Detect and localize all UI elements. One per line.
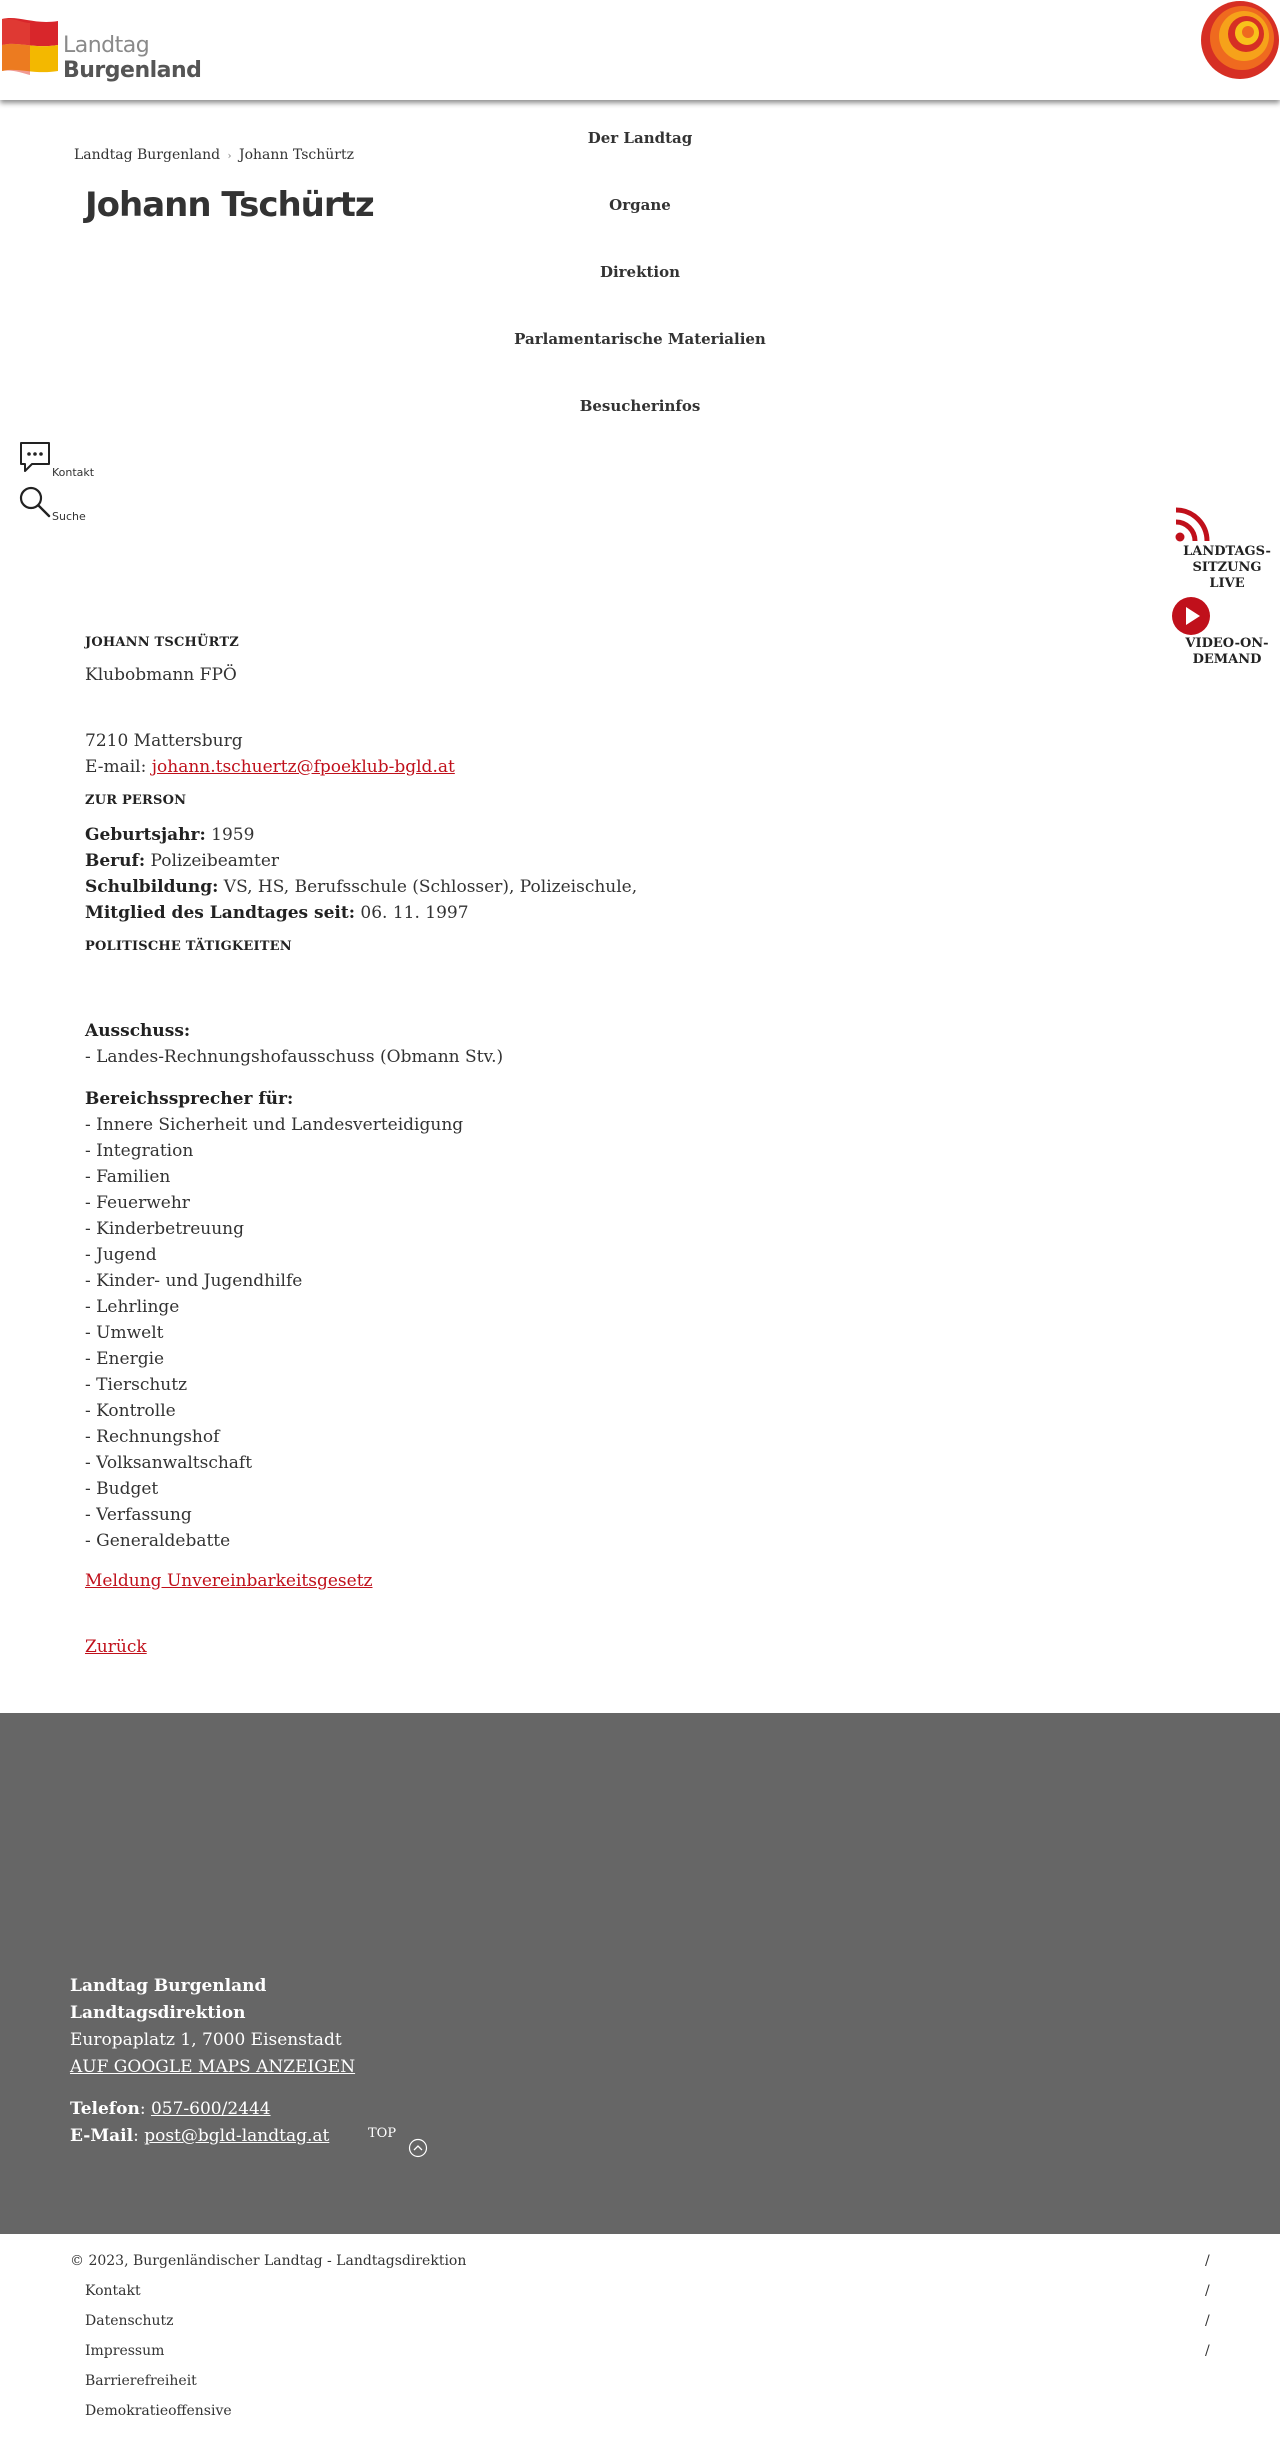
footer-org: Landtag Burgenland <box>70 1976 267 1996</box>
footer-maps-link[interactable]: AUF GOOGLE MAPS ANZEIGEN <box>70 2057 356 2077</box>
back-to-top-link[interactable]: TOP <box>368 2126 397 2141</box>
copyright: © 2023, Burgenländischer Landtag - Landtagsdirektion <box>70 2253 467 2269</box>
committee-label: Ausschuss: <box>85 1021 191 1041</box>
breadcrumb-current: Johann Tschürtz <box>238 147 354 163</box>
list-item: - Kinder- und Jugendhilfe <box>85 1271 303 1291</box>
school-row <box>85 874 985 900</box>
footer-phone-row: Telefon: 057-600/2444 <box>70 2099 271 2119</box>
profile-role: Klubobmann FPÖ <box>85 665 237 685</box>
nav-item-parlamentarische-materialien[interactable]: Parlamentarische Materialien <box>514 330 766 348</box>
chat-bubble-icon <box>18 440 52 474</box>
list-item: - Energie <box>85 1349 165 1369</box>
profile-email-row <box>85 754 985 780</box>
nav-item-direktion[interactable]: Direktion <box>599 263 681 281</box>
member-label: Mitglied des Landtages seit: <box>85 903 355 923</box>
legal-separator: / <box>1205 2283 1210 2299</box>
list-item: - Kontrolle <box>85 1401 176 1421</box>
contact-label: Kontakt <box>52 466 95 479</box>
committee-section <box>85 1018 985 1070</box>
landtag-logo[interactable] <box>0 15 202 85</box>
legal-link-demokratieoffensive[interactable]: Demokratieoffensive <box>85 2403 232 2419</box>
search-icon <box>18 485 52 519</box>
live-session-widget[interactable] <box>1170 502 1280 591</box>
list-item: - Kinderbetreuung <box>85 1219 244 1239</box>
legal-separator: / <box>1205 2313 1210 2329</box>
list-item: - Lehrlinge <box>85 1297 180 1317</box>
footer-address: Europaplatz 1, 7000 Eisenstadt <box>70 2030 342 2050</box>
list-item: - Rechnungshof <box>85 1427 220 1447</box>
nav-item-organe[interactable]: Organe <box>609 196 671 214</box>
footer-phone-label: Telefon <box>70 2099 140 2119</box>
breadcrumb-home[interactable]: Landtag Burgenland <box>74 147 221 163</box>
legal-separator: / <box>1205 2343 1210 2359</box>
back-link[interactable]: Zurück <box>85 1637 147 1657</box>
profile-email-label: E-mail: <box>85 757 147 777</box>
profile-name-heading: JOHANN TSCHÜRTZ <box>85 635 239 650</box>
list-item: - Innere Sicherheit und Landesverteidigung <box>85 1115 464 1135</box>
profile-content <box>85 630 985 1660</box>
site-header <box>0 0 1280 100</box>
list-item: - Umwelt <box>85 1323 164 1343</box>
footer-email-link[interactable]: post@bgld-landtag.at <box>144 2126 330 2146</box>
video-on-demand-label <box>1182 636 1272 668</box>
footer-contact-block <box>70 1973 355 2150</box>
breadcrumb-chevron-icon: › <box>227 151 232 162</box>
birth-value: 1959 <box>211 825 255 845</box>
video-on-demand-label-line1: VIDEO-ON- <box>1185 636 1269 651</box>
list-item: - Jugend <box>85 1245 157 1265</box>
job-value: Polizeibeamter <box>150 851 280 871</box>
job-row <box>85 848 985 874</box>
play-icon <box>1171 596 1211 636</box>
political-heading: POLITISCHE TÄTIGKEITEN <box>85 939 292 954</box>
committee-value: - Landes-Rechnungshofausschuss (Obmann Stv.) <box>85 1047 504 1067</box>
member-value: 06. 11. 1997 <box>360 903 469 923</box>
list-item: - Tierschutz <box>85 1375 188 1395</box>
footer-email-label: E-Mail <box>70 2126 134 2146</box>
list-item: - Familien <box>85 1167 171 1187</box>
page-title: Johann Tschürtz <box>85 185 374 225</box>
flag-icon <box>0 15 60 77</box>
legal-link-datenschutz[interactable]: Datenschutz <box>85 2313 174 2329</box>
profile-email-link[interactable]: johann.tschuertz@fpoeklub-bgld.at <box>151 757 455 777</box>
live-session-label-line2: SITZUNG LIVE <box>1192 560 1262 591</box>
profile-address: 7210 Mattersburg <box>85 731 243 751</box>
birth-label: Geburtsjahr: <box>85 825 206 845</box>
footer-phone-link[interactable]: 057-600/2444 <box>150 2099 271 2119</box>
search-label: Suche <box>52 510 86 523</box>
spokesperson-list <box>85 1112 985 1554</box>
school-label: Schulbildung: <box>85 877 219 897</box>
logo-text-landtag: Landtag <box>63 33 150 58</box>
live-session-label-line1: LANDTAGS- <box>1183 544 1271 559</box>
burgenland-rose-icon[interactable] <box>1198 0 1280 82</box>
job-label: Beruf: <box>85 851 146 871</box>
legal-link-barrierefreiheit[interactable]: Barrierefreiheit <box>85 2373 197 2389</box>
nav-item-besucherinfos[interactable]: Besucherinfos <box>579 397 701 415</box>
legal-separator: / <box>1205 2253 1210 2269</box>
footer-email-row: E-Mail: post@bgld-landtag.at <box>70 2126 330 2146</box>
chevron-up-circle-icon[interactable] <box>408 2138 428 2158</box>
video-on-demand-label-line2: DEMAND <box>1192 652 1262 667</box>
search-button[interactable] <box>18 485 108 525</box>
member-row <box>85 900 985 926</box>
nav-item-der-landtag[interactable]: Der Landtag <box>587 129 693 147</box>
contact-button[interactable] <box>18 440 108 480</box>
live-session-label <box>1174 544 1280 592</box>
footer-dept: Landtagsdirektion <box>70 2003 246 2023</box>
video-on-demand-widget[interactable] <box>1170 596 1280 668</box>
person-heading: ZUR PERSON <box>85 793 187 808</box>
spokesperson-label: Bereichssprecher für: <box>85 1089 294 1109</box>
list-item: - Volksanwaltschaft <box>85 1453 253 1473</box>
logo-text-burgenland: Burgenland <box>63 58 202 83</box>
legal-bar <box>0 2234 1280 2446</box>
list-item: - Feuerwehr <box>85 1193 190 1213</box>
spokesperson-section <box>85 1086 985 1554</box>
legal-link-kontakt[interactable]: Kontakt <box>85 2283 141 2299</box>
birth-row <box>85 822 985 848</box>
rss-icon <box>1174 505 1212 543</box>
breadcrumb <box>74 147 354 163</box>
list-item: - Generaldebatte <box>85 1531 231 1551</box>
list-item: - Integration <box>85 1141 194 1161</box>
list-item: - Budget <box>85 1479 159 1499</box>
incompatibility-report-link[interactable]: Meldung Unvereinbarkeitsgesetz <box>85 1571 373 1591</box>
list-item: - Verfassung <box>85 1505 192 1525</box>
school-value: VS, HS, Berufsschule (Schlosser), Polizeischule, <box>223 877 638 897</box>
legal-link-impressum[interactable]: Impressum <box>85 2343 165 2359</box>
site-footer <box>0 1713 1280 2234</box>
